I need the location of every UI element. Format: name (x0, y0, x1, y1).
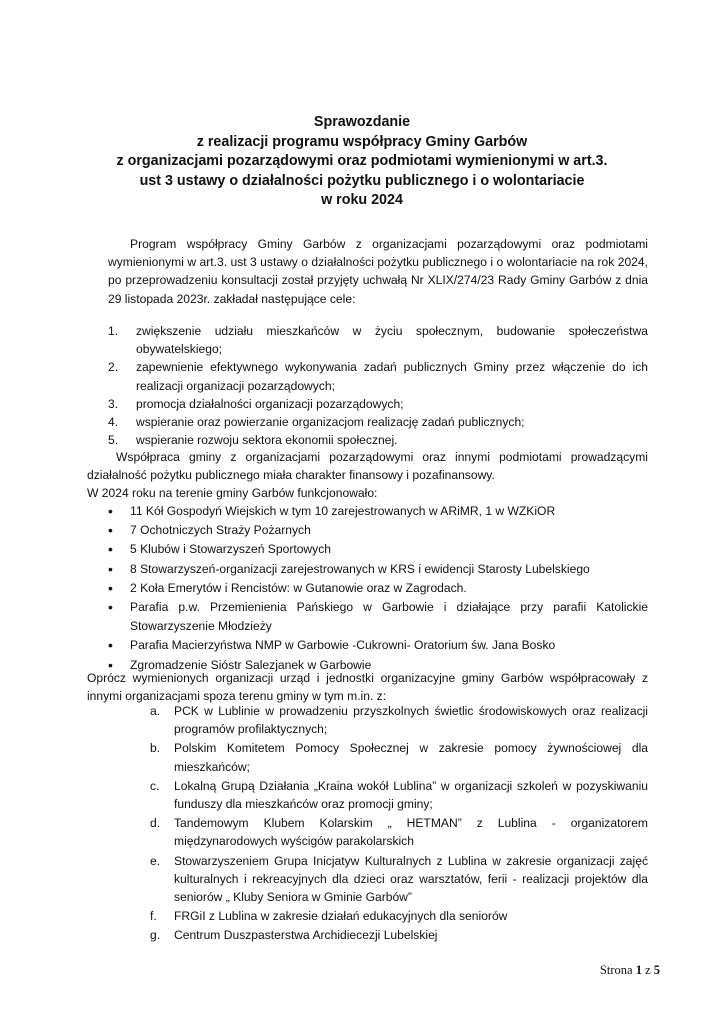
title-line: w roku 2024 (321, 192, 403, 209)
goal-number: 5. (108, 433, 119, 448)
partners-list (150, 702, 648, 946)
footer-label: Strona (599, 963, 633, 977)
organization-item (108, 579, 648, 598)
organization-text: Parafia p.w. Przemienienia Pańskiego w Garbowie i działające przy parafii Katolickie Stowarzyszenie Młodzieży (130, 600, 648, 634)
partner-text: Tandemowym Klubem Kolarskim „ HETMAN” z Lublina - organizatorem międzynarodowych wyścigów parakolarskich (174, 816, 648, 849)
footer-page-number: 1 (635, 963, 642, 977)
partner-item (150, 814, 648, 850)
organization-text: 11 Kół Gospodyń Wiejskich w tym 10 zarejestrowanych w ARiMR, 1 w WZKiOR (130, 504, 556, 518)
cooperation-paragraph: Współpraca gminy z organizacjami pozarządowymi oraz innymi podmiotami prowadzącymi działalność pożytku publicznego miała charakter finansowy i pozafinansowy. (87, 450, 648, 483)
organizations-list (108, 502, 648, 675)
partner-item (150, 907, 648, 925)
goal-number: 1. (108, 324, 119, 338)
bullet-icon: • (108, 503, 113, 519)
goal-text: wspieranie oraz powierzanie organizacjom realizację zadań publicznych; (136, 415, 525, 430)
partner-text: Centrum Duszpasterstwa Archidiecezji Lubelskiej (174, 928, 438, 943)
partner-letter: c. (150, 778, 160, 793)
intro-paragraph: Program współpracy Gminy Garbów z organizacjami pozarządowymi oraz podmiotami wymienionymi w art.3. ust 3 ustawy o działalności pożytku publicznego i o wolontariacie na rok 2024, po przeprowadzeniu konsultacji został przyjęty uchwałą Nr XLIX/274/23 Rady Gminy Garbów z dnia 29 listopada 2023r. zakładał następujące cele: (108, 237, 648, 306)
goal-number: 2. (108, 360, 119, 375)
organization-item (108, 598, 648, 636)
goal-item (108, 358, 648, 394)
organization-item (108, 521, 648, 540)
partner-item (150, 852, 648, 907)
goal-text: zapewnienie efektywnego wykonywania zadań publicznych Gminy przez włączenie do ich realizacji organizacji pozarządowych; (136, 360, 648, 393)
goal-text: zwiększenie udziału mieszkańców w życiu społecznym, budowanie społeczeństwa obywatelskiego; (136, 324, 648, 357)
goals-list (108, 322, 648, 449)
partner-letter: e. (150, 853, 161, 868)
goal-number: 4. (108, 415, 119, 430)
bullet-icon: • (108, 522, 113, 539)
page-footer (600, 963, 660, 978)
bullet-icon: • (108, 637, 113, 654)
bullet-icon: • (108, 560, 113, 577)
bullet-icon: • (108, 579, 113, 596)
title-line: z organizacjami pozarządowymi oraz podmiotami wymienionymi w art.3. (116, 153, 608, 170)
organization-text: 7 Ochotniczych Straży Pożarnych (130, 523, 311, 538)
partner-letter: g. (150, 928, 161, 943)
title-line: Sprawozdanie (313, 114, 411, 130)
organization-text: Parafia Macierzyństwa NMP w Garbowie -Cukrowni- Oratorium św. Jana Bosko (130, 638, 556, 653)
bullet-icon: • (108, 656, 113, 673)
goal-item (108, 322, 648, 358)
partner-letter: d. (150, 816, 161, 831)
partner-item (150, 926, 648, 944)
other-organizations-section (87, 669, 648, 705)
bullet-icon: • (108, 599, 113, 616)
goal-item (108, 395, 648, 413)
title-line: ust 3 ustawy o działalności pożytku publicznego i o wolontariacie (139, 172, 585, 189)
functioning-intro: W 2024 roku na terenie gminy Garbów funkcjonowało: (87, 486, 378, 501)
cooperation-section (87, 448, 648, 503)
organization-item (108, 540, 648, 559)
goal-text: wspieranie rozwoju sektora ekonomii społecznej. (136, 433, 398, 448)
partner-text: FRGiI z Lublina w zakresie działań edukacyjnych dla seniorów (174, 909, 508, 924)
organization-item (108, 502, 648, 521)
organization-item (108, 560, 648, 579)
organization-text: Zgromadzenie Sióstr Salezjanek w Garbowie (130, 657, 372, 672)
organization-item (108, 636, 648, 655)
intro-section (108, 235, 648, 308)
partner-letter: b. (150, 741, 161, 756)
partner-letter: a. (150, 704, 161, 718)
footer-total-pages: 5 (653, 963, 660, 977)
report-title (60, 113, 664, 211)
other-intro: Oprócz wymienionych organizacji urząd i jednostki organizacyjne gminy Garbów współpracowały z innymi organizacjami spoza terenu gminy w tym m.in. z: (87, 671, 648, 704)
partner-text: Polskim Komitetem Pomocy Społecznej w zakresie pomocy żywnościowej dla mieszkańców; (174, 741, 648, 774)
bullet-icon: • (108, 541, 113, 558)
partner-item (150, 777, 648, 813)
partner-item (150, 702, 648, 738)
title-line: z realizacji programu współpracy Gminy Garbów (196, 133, 528, 150)
organization-text: 2 Koła Emerytów i Rencistów: w Gutanowie oraz w Zagrodach. (130, 580, 467, 595)
partner-text: Lokalną Grupą Działania „Kraina wokół Lublina” w organizacji szkoleń w pozyskiwaniu funduszy dla mieszkańców oraz promocji gminy; (174, 778, 648, 812)
goal-item (108, 431, 648, 449)
partner-item (150, 739, 648, 775)
partner-text: PCK w Lublinie w prowadzeniu przyszkolnych świetlic środowiskowych oraz realizacji programów profilaktycznych; (174, 704, 648, 737)
goal-text: promocja działalności organizacji pozarządowych; (136, 396, 404, 411)
organization-text: 8 Stowarzyszeń-organizacji zarejestrowanych w KRS i ewidencji Starosty Lubelskiego (130, 561, 590, 576)
footer-of: z (645, 963, 651, 977)
partner-letter: f. (150, 909, 157, 924)
organization-text: 5 Klubów i Stowarzyszeń Sportowych (130, 542, 331, 557)
partner-text: Stowarzyszeniem Grupa Inicjatyw Kulturalnych z Lublina w zakresie organizacji zajęć kulturalnych i rekreacyjnych dla dzieci oraz warsztatów, ferii - realizacji projektów dla seniorów „ Kluby Seniora w Gminie Garbów” (174, 853, 648, 905)
goal-item (108, 413, 648, 431)
goal-number: 3. (108, 396, 119, 411)
